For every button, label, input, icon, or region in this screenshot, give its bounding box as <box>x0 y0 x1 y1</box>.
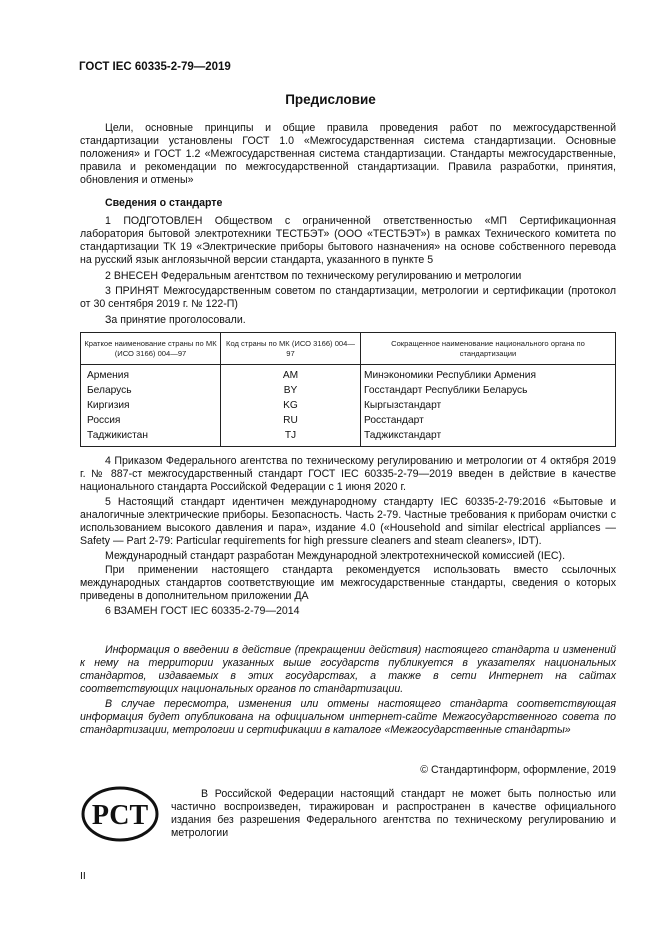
body-cell: Росстандарт <box>361 413 616 428</box>
table-row <box>81 383 616 398</box>
col-header-country: Краткое наименование страны по МК (ИСО 3166) 004—97 <box>81 333 221 365</box>
item-5-application: При применении настоящего стандарта рекомендуется использовать вместо ссылочных международных стандартов соответствующие им межгосударственные стандарты, сведения о которых приведены в дополнительном приложении ДА <box>80 564 616 603</box>
code-cell: BY <box>221 383 361 398</box>
document-code: ГОСТ IEC 60335-2-79—2019 <box>79 61 231 73</box>
table-row <box>81 413 616 428</box>
page-title: Предисловие <box>285 92 376 107</box>
intro-paragraph: Цели, основные принципы и общие правила проведения работ по межгосударственной стандартизации установлены ГОСТ 1.0 «Межгосударственная система стандартизации. Основные положения» и ГОСТ 1.2 «Межгосударственная система стандартизации. Стандарты межгосударственные, правила и рекомендации по межгосударственной стандартизации. Правила разработки, принятия, обновления и отмены» <box>80 122 616 187</box>
rst-certification-logo-icon <box>80 784 160 849</box>
body-cell: Госстандарт Республики Беларусь <box>361 383 616 398</box>
code-cell: RU <box>221 413 361 428</box>
notice-paragraph-1: Информация о введении в действие (прекращении действия) настоящего стандарта и изменений к нему на территории указанных выше государств публикуется в указателях национальных стандартов, издаваемых в этих государствах, а также в сети Интернет на сайтах соответствующих национальных органов по стандартизации. <box>80 644 616 696</box>
country-cell: Таджикистан <box>87 430 148 441</box>
body-cell: Минэкономики Республики Армения <box>361 365 616 384</box>
col-header-code: Код страны по МК (ИСО 3166) 004—97 <box>221 333 361 365</box>
country-cell: Беларусь <box>87 385 132 396</box>
notice-paragraph-2: В случае пересмотра, изменения или отмены настоящего стандарта соответствующая информация будет опубликована на официальном интернет-сайте Межгосударственного совета по стандартизации, метрологии и сертификации в каталоге «Межгосударственные стандарты» <box>80 698 616 737</box>
table-row <box>81 365 616 384</box>
logo-letters: РСТ <box>91 800 149 831</box>
item-5-identical: 5 Настоящий стандарт идентичен международному стандарту IEC 60335-2-79:2016 «Бытовые и аналогичные электрические приборы. Безопасность. Часть 2-79. Частные требования к приборам очистки с использованием высокого давления и пара», издание 4.0 («Household and similar electrical appliances — Safety — Part 2-79: Particular requirements for high pressure cleaners and steam cleaners», IDT). <box>80 496 616 548</box>
rights-notice: В Российской Федерации настоящий стандарт не может быть полностью или частично воспроизведен, тиражирован и распространен в качестве официального издания без разрешения Федерального агентства по техническому регулированию и метрологии <box>171 788 616 840</box>
country-cell: Армения <box>87 370 129 381</box>
country-cell: Киргизия <box>87 400 130 411</box>
table-row <box>81 398 616 413</box>
voted-caption: За принятие проголосовали. <box>105 314 246 326</box>
country-cell: Россия <box>87 415 121 426</box>
item-2-introduced: 2 ВНЕСЕН Федеральным агентством по техническому регулированию и метрологии <box>105 270 522 282</box>
item-4-order: 4 Приказом Федерального агентства по техническому регулированию и метрологии от 4 октября 2019 г. № 887-ст межгосударственный стандарт ГОСТ IEC 60335-2-79—2019 введен в действие в качестве национального стандарта Российской Федерации с 1 июня 2020 г. <box>80 455 616 494</box>
section-heading: Сведения о стандарте <box>105 197 223 209</box>
item-3-adopted: 3 ПРИНЯТ Межгосударственным советом по стандартизации, метрологии и сертификации (протокол от 30 сентября 2019 г. № 122-П) <box>80 285 616 311</box>
item-6-replaces: 6 ВЗАМЕН ГОСТ IEC 60335-2-79—2014 <box>105 605 300 617</box>
copyright-line: © Стандартинформ, оформление, 2019 <box>420 764 616 776</box>
vote-table <box>80 332 616 447</box>
item-5-developer: Международный стандарт разработан Международной электротехнической комиссией (IEC). <box>105 550 566 562</box>
code-cell: TJ <box>221 428 361 447</box>
body-cell: Кыргызстандарт <box>361 398 616 413</box>
col-header-body: Сокращенное наименование национального органа по стандартизации <box>361 333 616 365</box>
code-cell: KG <box>221 398 361 413</box>
table-header-row <box>81 333 616 365</box>
table-row <box>81 428 616 447</box>
code-cell: AM <box>221 365 361 384</box>
page-number: II <box>80 870 86 882</box>
body-cell: Таджикстандарт <box>361 428 616 447</box>
item-1-prepared: 1 ПОДГОТОВЛЕН Обществом с ограниченной ответственностью «МП Сертификационная лаборатория бытовой электротехники ТЕСТБЭТ» (ООО «ТЕСТБЭТ») в рамках Технического комитета по стандартизации ТК 19 «Электрические приборы бытового назначения» на основе собственного перевода на русский язык англоязычной версии стандарта, указанного в пункте 5 <box>80 215 616 267</box>
